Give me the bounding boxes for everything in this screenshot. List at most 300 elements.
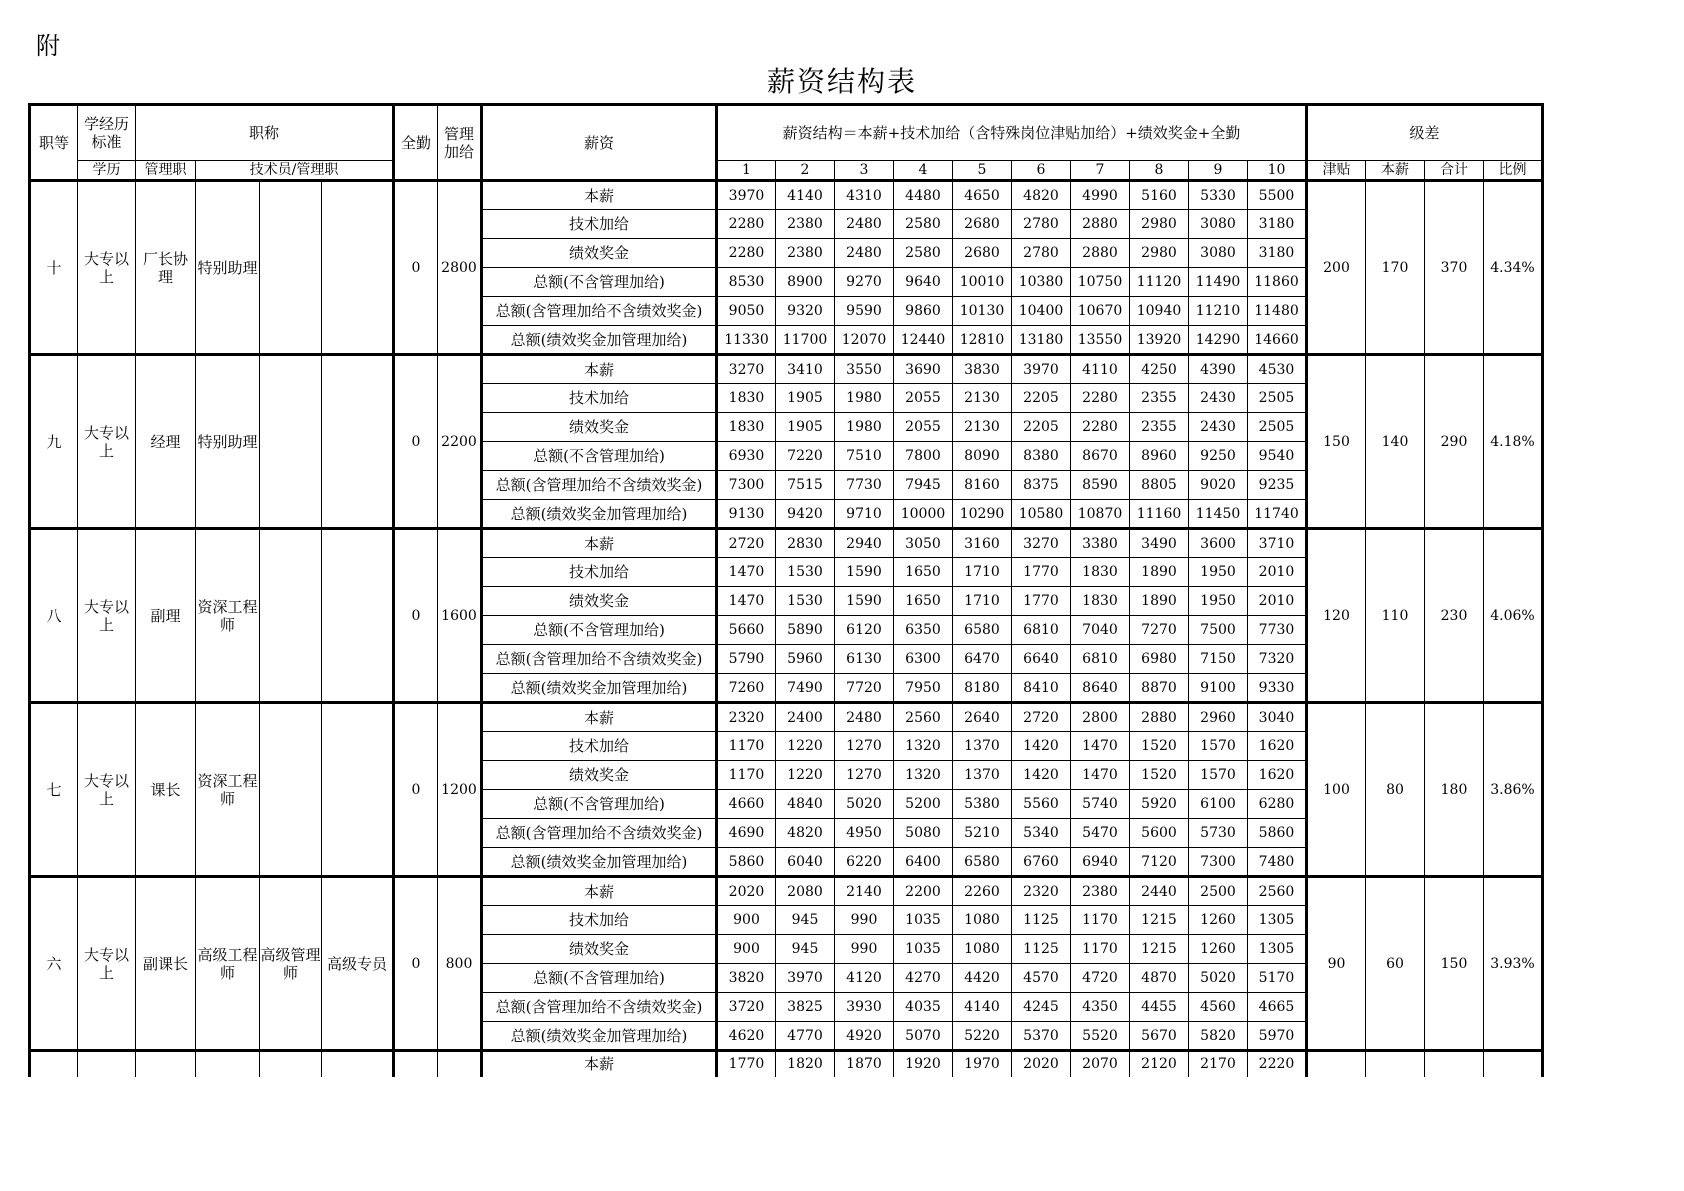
attendance-cell: 0: [394, 529, 438, 703]
salary-value: 6280: [1248, 790, 1307, 819]
salary-value: 5340: [1012, 819, 1071, 848]
salary-value: 3690: [894, 355, 953, 384]
salary-value: 2130: [953, 413, 1012, 442]
salary-value: 5730: [1189, 819, 1248, 848]
salary-value: 9330: [1248, 674, 1307, 703]
salary-value: 14290: [1189, 326, 1248, 355]
salary-value: 6040: [776, 848, 835, 877]
salary-value: 5170: [1248, 964, 1307, 993]
salary-item-label: 总额(不含管理加给): [482, 616, 717, 645]
header-education-std: 学经历标准: [78, 105, 136, 161]
header-step: 6: [1012, 161, 1071, 181]
salary-value: 2205: [1012, 413, 1071, 442]
table-row: [30, 529, 1543, 558]
salary-item-label: 技术加给: [482, 210, 717, 239]
attendance-cell: 0: [394, 181, 438, 355]
salary-value: 11740: [1248, 500, 1307, 529]
salary-value: 1770: [1012, 558, 1071, 587]
salary-item-label: 总额(含管理加给不含绩效奖金): [482, 297, 717, 326]
tech-title-cell: [260, 529, 322, 703]
salary-value: 5520: [1071, 1022, 1130, 1051]
salary-value: 3830: [953, 355, 1012, 384]
salary-value: 4570: [1012, 964, 1071, 993]
salary-value: 1215: [1130, 906, 1189, 935]
salary-item-label: 本薪: [482, 529, 717, 558]
salary-value: 1905: [776, 413, 835, 442]
table-row-partial: [30, 1051, 1543, 1077]
table-row: [30, 703, 1543, 732]
salary-value: 5020: [1189, 964, 1248, 993]
diff-cell: 230: [1425, 529, 1484, 703]
tech-title-cell: 高级管理师: [260, 877, 322, 1051]
salary-value: 12070: [835, 326, 894, 355]
salary-value: 8160: [953, 471, 1012, 500]
salary-value: 1770: [1012, 587, 1071, 616]
salary-value: 12810: [953, 326, 1012, 355]
salary-value: 2260: [953, 877, 1012, 906]
salary-value: 7500: [1189, 616, 1248, 645]
salary-value: 1530: [776, 587, 835, 616]
salary-value: 4920: [835, 1022, 894, 1051]
salary-value: 2480: [835, 239, 894, 268]
salary-value: 6810: [1071, 645, 1130, 674]
salary-value: 7720: [835, 674, 894, 703]
mgmt-allowance-cell: 1200: [438, 703, 482, 877]
salary-value: 6220: [835, 848, 894, 877]
salary-value: 6350: [894, 616, 953, 645]
table-row: [30, 877, 1543, 906]
salary-value: 8670: [1071, 442, 1130, 471]
diff-cell: 150: [1425, 877, 1484, 1051]
salary-item-label: 总额(不含管理加给): [482, 268, 717, 297]
salary-value: 6100: [1189, 790, 1248, 819]
tech-title-cell: 高级工程师: [196, 877, 260, 1051]
salary-value: 2680: [953, 210, 1012, 239]
salary-value: 7945: [894, 471, 953, 500]
header-mgmt-title: 管理职: [136, 161, 196, 181]
page-title: 薪资结构表: [766, 65, 917, 98]
salary-value: 5220: [953, 1022, 1012, 1051]
salary-value: 1830: [717, 384, 776, 413]
salary-value: 2280: [1071, 384, 1130, 413]
salary-value: 5200: [894, 790, 953, 819]
tech-title-cell: [260, 181, 322, 355]
salary-value: 6810: [1012, 616, 1071, 645]
salary-value: 7730: [1248, 616, 1307, 645]
salary-value: 4140: [776, 181, 835, 210]
salary-value: 4110: [1071, 355, 1130, 384]
salary-item-label: 绩效奖金: [482, 239, 717, 268]
header-mgmt-allowance: 管理加给: [438, 105, 482, 181]
salary-item-label: 总额(不含管理加给): [482, 964, 717, 993]
salary-value: 2880: [1071, 239, 1130, 268]
diff-cell: 170: [1366, 181, 1425, 355]
salary-value: 10290: [953, 500, 1012, 529]
salary-value: 1980: [835, 413, 894, 442]
salary-value: 8410: [1012, 674, 1071, 703]
salary-value: 2940: [835, 529, 894, 558]
salary-value: 1830: [717, 413, 776, 442]
salary-value: 2380: [776, 239, 835, 268]
tech-title-cell: 高级专员: [322, 877, 394, 1051]
attendance-cell: 0: [394, 703, 438, 877]
salary-value: 9100: [1189, 674, 1248, 703]
diff-cell: 3.93%: [1484, 877, 1543, 1051]
salary-value: 6300: [894, 645, 953, 674]
salary-item-label: 本薪: [482, 181, 717, 210]
salary-value: 1570: [1189, 761, 1248, 790]
salary-value: 4480: [894, 181, 953, 210]
salary-value: 11490: [1189, 268, 1248, 297]
salary-item-label: 绩效奖金: [482, 413, 717, 442]
tech-title-cell: 资深工程师: [196, 703, 260, 877]
salary-value: 8900: [776, 268, 835, 297]
salary-value: 2020: [1012, 1051, 1071, 1077]
salary-value: 5860: [1248, 819, 1307, 848]
salary-value: 3270: [717, 355, 776, 384]
header-step: 10: [1248, 161, 1307, 181]
salary-item-label: 技术加给: [482, 558, 717, 587]
salary-value: 7150: [1189, 645, 1248, 674]
empty-cell: [1366, 1051, 1425, 1077]
header-step: 1: [717, 161, 776, 181]
salary-value: 10750: [1071, 268, 1130, 297]
salary-value: 5600: [1130, 819, 1189, 848]
salary-value: 6940: [1071, 848, 1130, 877]
header-diff-col: 津贴: [1307, 161, 1366, 181]
salary-value: 1080: [953, 935, 1012, 964]
diff-cell: 110: [1366, 529, 1425, 703]
salary-value: 4455: [1130, 993, 1189, 1022]
salary-value: 2480: [835, 703, 894, 732]
salary-value: 1890: [1130, 558, 1189, 587]
salary-value: 7300: [1189, 848, 1248, 877]
mgmt-allowance-cell: 2200: [438, 355, 482, 529]
salary-value: 2355: [1130, 384, 1189, 413]
salary-value: 1470: [1071, 732, 1130, 761]
salary-value: 4035: [894, 993, 953, 1022]
salary-value: 3820: [717, 964, 776, 993]
salary-value: 2560: [894, 703, 953, 732]
salary-value: 4720: [1071, 964, 1130, 993]
salary-value: 7320: [1248, 645, 1307, 674]
diff-cell: 290: [1425, 355, 1484, 529]
salary-value: 4560: [1189, 993, 1248, 1022]
salary-value: 2400: [776, 703, 835, 732]
salary-value: 2830: [776, 529, 835, 558]
salary-item-label: 总额(不含管理加给): [482, 790, 717, 819]
salary-value: 9320: [776, 297, 835, 326]
salary-value: 5160: [1130, 181, 1189, 210]
header-grade: 职等: [30, 105, 78, 181]
salary-value: 1770: [717, 1051, 776, 1077]
salary-value: 7730: [835, 471, 894, 500]
salary-value: 9270: [835, 268, 894, 297]
header-step: 2: [776, 161, 835, 181]
salary-value: 10000: [894, 500, 953, 529]
salary-value: 1980: [835, 384, 894, 413]
salary-value: 1830: [1071, 558, 1130, 587]
salary-value: 1650: [894, 558, 953, 587]
grade-cell: 六: [30, 877, 78, 1051]
salary-value: 4690: [717, 819, 776, 848]
salary-value: 3040: [1248, 703, 1307, 732]
salary-value: 5660: [717, 616, 776, 645]
salary-value: 2960: [1189, 703, 1248, 732]
education-cell: 大专以上: [78, 703, 136, 877]
empty-cell: [78, 1051, 136, 1077]
diff-cell: 60: [1366, 877, 1425, 1051]
salary-value: 5920: [1130, 790, 1189, 819]
salary-value: 2205: [1012, 384, 1071, 413]
salary-value: 6580: [953, 848, 1012, 877]
diff-cell: 100: [1307, 703, 1366, 877]
salary-value: 3490: [1130, 529, 1189, 558]
salary-item-label: 本薪: [482, 877, 717, 906]
salary-value: 13180: [1012, 326, 1071, 355]
salary-value: 2120: [1130, 1051, 1189, 1077]
diff-cell: 4.06%: [1484, 529, 1543, 703]
empty-cell: [322, 1051, 394, 1077]
empty-cell: [1425, 1051, 1484, 1077]
salary-value: 1970: [953, 1051, 1012, 1077]
salary-value: 7300: [717, 471, 776, 500]
salary-value: 1270: [835, 732, 894, 761]
salary-value: 1220: [776, 732, 835, 761]
salary-value: 4650: [953, 181, 1012, 210]
table-row: [30, 181, 1543, 210]
salary-value: 1215: [1130, 935, 1189, 964]
salary-value: 1470: [717, 587, 776, 616]
salary-value: 3180: [1248, 210, 1307, 239]
diff-cell: 4.34%: [1484, 181, 1543, 355]
salary-value: 1830: [1071, 587, 1130, 616]
salary-value: 12440: [894, 326, 953, 355]
salary-value: 7950: [894, 674, 953, 703]
salary-value: 11120: [1130, 268, 1189, 297]
header-step: 4: [894, 161, 953, 181]
salary-value: 6760: [1012, 848, 1071, 877]
salary-value: 1710: [953, 587, 1012, 616]
salary-value: 1870: [835, 1051, 894, 1077]
header-diff: 级差: [1307, 105, 1543, 161]
salary-value: 1320: [894, 761, 953, 790]
salary-value: 2720: [717, 529, 776, 558]
salary-value: 8380: [1012, 442, 1071, 471]
salary-value: 5500: [1248, 181, 1307, 210]
salary-value: 9050: [717, 297, 776, 326]
salary-value: 3050: [894, 529, 953, 558]
salary-value: 2580: [894, 239, 953, 268]
salary-item-label: 总额(含管理加给不含绩效奖金): [482, 993, 717, 1022]
salary-item-label: 总额(绩效奖金加管理加给): [482, 326, 717, 355]
salary-value: 3970: [1012, 355, 1071, 384]
salary-value: 10400: [1012, 297, 1071, 326]
salary-value: 10670: [1071, 297, 1130, 326]
diff-cell: 3.86%: [1484, 703, 1543, 877]
grade-cell: 八: [30, 529, 78, 703]
salary-value: 3600: [1189, 529, 1248, 558]
salary-value: 3180: [1248, 239, 1307, 268]
salary-value: 900: [717, 935, 776, 964]
salary-value: 9540: [1248, 442, 1307, 471]
salary-value: 2380: [776, 210, 835, 239]
salary-value: 10380: [1012, 268, 1071, 297]
salary-value: 1950: [1189, 587, 1248, 616]
salary-value: 1420: [1012, 732, 1071, 761]
salary-value: 4870: [1130, 964, 1189, 993]
empty-cell: [438, 1051, 482, 1077]
salary-value: 2070: [1071, 1051, 1130, 1077]
salary-value: 3710: [1248, 529, 1307, 558]
salary-value: 4420: [953, 964, 1012, 993]
header-diff-col: 比例: [1484, 161, 1543, 181]
salary-value: 6400: [894, 848, 953, 877]
salary-value: 1170: [1071, 935, 1130, 964]
salary-item-label: 绩效奖金: [482, 935, 717, 964]
header-step: 8: [1130, 161, 1189, 181]
salary-value: 4665: [1248, 993, 1307, 1022]
salary-value: 2780: [1012, 239, 1071, 268]
salary-value: 9640: [894, 268, 953, 297]
salary-value: 1950: [1189, 558, 1248, 587]
salary-value: 8870: [1130, 674, 1189, 703]
salary-value: 3410: [776, 355, 835, 384]
tech-title-cell: [322, 703, 394, 877]
salary-value: 1920: [894, 1051, 953, 1077]
salary-value: 2980: [1130, 210, 1189, 239]
empty-cell: [136, 1051, 196, 1077]
education-cell: 大专以上: [78, 355, 136, 529]
salary-item-label: 总额(不含管理加给): [482, 442, 717, 471]
salary-value: 11450: [1189, 500, 1248, 529]
diff-cell: 120: [1307, 529, 1366, 703]
salary-value: 2430: [1189, 384, 1248, 413]
education-cell: 大专以上: [78, 877, 136, 1051]
salary-value: 8090: [953, 442, 1012, 471]
salary-value: 2640: [953, 703, 1012, 732]
header-diff-col: 本薪: [1366, 161, 1425, 181]
mgmt-allowance-cell: 800: [438, 877, 482, 1051]
header-diff-col: 合计: [1425, 161, 1484, 181]
attendance-cell: 0: [394, 877, 438, 1051]
salary-value: 6580: [953, 616, 1012, 645]
salary-value: 1905: [776, 384, 835, 413]
salary-value: 5020: [835, 790, 894, 819]
salary-value: 1270: [835, 761, 894, 790]
salary-value: 6930: [717, 442, 776, 471]
salary-value: 2280: [1071, 413, 1130, 442]
header-education: 学历: [78, 161, 136, 181]
salary-value: 2800: [1071, 703, 1130, 732]
salary-item-label: 总额(绩效奖金加管理加给): [482, 1022, 717, 1051]
salary-value: 11160: [1130, 500, 1189, 529]
corner-label: 附: [36, 32, 60, 60]
salary-value: 4245: [1012, 993, 1071, 1022]
salary-value: 3080: [1189, 239, 1248, 268]
salary-value: 6130: [835, 645, 894, 674]
salary-value: 1370: [953, 761, 1012, 790]
salary-value: 4390: [1189, 355, 1248, 384]
tech-title-cell: [260, 355, 322, 529]
salary-value: 990: [835, 906, 894, 935]
salary-value: 6470: [953, 645, 1012, 674]
salary-value: 14660: [1248, 326, 1307, 355]
salary-value: 11330: [717, 326, 776, 355]
salary-value: 13550: [1071, 326, 1130, 355]
salary-value: 1220: [776, 761, 835, 790]
header-structure: 薪资结构＝本薪+技术加给（含特殊岗位津贴加给）+绩效奖金+全勤: [717, 105, 1307, 161]
salary-value: 5560: [1012, 790, 1071, 819]
salary-value: 3160: [953, 529, 1012, 558]
salary-value: 2980: [1130, 239, 1189, 268]
salary-value: 1370: [953, 732, 1012, 761]
salary-value: 3720: [717, 993, 776, 1022]
salary-value: 11860: [1248, 268, 1307, 297]
salary-value: 2880: [1130, 703, 1189, 732]
salary-value: 5330: [1189, 181, 1248, 210]
salary-value: 2780: [1012, 210, 1071, 239]
header-step: 3: [835, 161, 894, 181]
salary-value: 1035: [894, 935, 953, 964]
salary-value: 1170: [717, 761, 776, 790]
mgmt-title-cell: 副课长: [136, 877, 196, 1051]
salary-value: 1305: [1248, 906, 1307, 935]
diff-cell: 140: [1366, 355, 1425, 529]
salary-value: 2055: [894, 413, 953, 442]
salary-value: 10010: [953, 268, 1012, 297]
header-step: 5: [953, 161, 1012, 181]
empty-cell: [394, 1051, 438, 1077]
header-salary: 薪资: [482, 105, 717, 181]
salary-value: 4530: [1248, 355, 1307, 384]
mgmt-allowance-cell: 1600: [438, 529, 482, 703]
salary-value: 2430: [1189, 413, 1248, 442]
empty-cell: [1307, 1051, 1366, 1077]
salary-value: 2880: [1071, 210, 1130, 239]
tech-title-cell: 特别助理: [196, 355, 260, 529]
salary-item-label: 总额(含管理加给不含绩效奖金): [482, 645, 717, 674]
salary-value: 1530: [776, 558, 835, 587]
salary-table: [28, 103, 1544, 1077]
salary-value: 7270: [1130, 616, 1189, 645]
salary-value: 8590: [1071, 471, 1130, 500]
salary-value: 2080: [776, 877, 835, 906]
salary-value: 3970: [717, 181, 776, 210]
salary-value: 9590: [835, 297, 894, 326]
salary-value: 2380: [1071, 877, 1130, 906]
salary-value: 1620: [1248, 761, 1307, 790]
salary-value: 4250: [1130, 355, 1189, 384]
salary-value: 1125: [1012, 906, 1071, 935]
salary-value: 4820: [776, 819, 835, 848]
tech-title-cell: [322, 529, 394, 703]
salary-value: 9420: [776, 500, 835, 529]
salary-value: 8640: [1071, 674, 1130, 703]
tech-title-cell: 特别助理: [196, 181, 260, 355]
salary-value: 6120: [835, 616, 894, 645]
salary-value: 5080: [894, 819, 953, 848]
salary-value: 1420: [1012, 761, 1071, 790]
salary-value: 2170: [1189, 1051, 1248, 1077]
salary-value: 7515: [776, 471, 835, 500]
salary-value: 8805: [1130, 471, 1189, 500]
salary-value: 1080: [953, 906, 1012, 935]
salary-value: 4660: [717, 790, 776, 819]
empty-cell: [196, 1051, 260, 1077]
salary-value: 3380: [1071, 529, 1130, 558]
salary-value: 5380: [953, 790, 1012, 819]
